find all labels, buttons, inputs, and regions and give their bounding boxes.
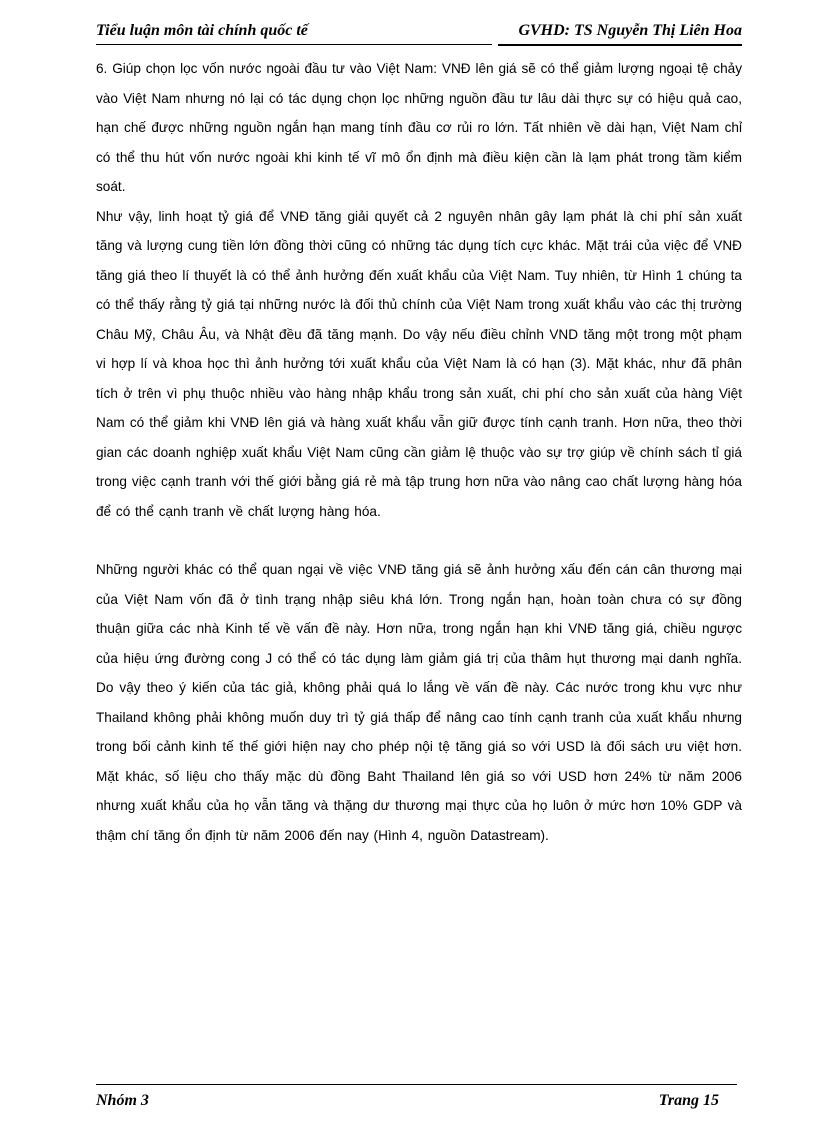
paragraph-trade-balance: Những người khác có thể quan ngại về việc VNĐ tăng giá sẽ ảnh hưởng xấu đến cán cân thương mại của Việt Nam vốn đã ở tình trạng nhập siêu khá lớn. Trong ngắn hạn, hoàn toàn chưa có sự đồng thuận giữa các nhà Kinh tế về vấn đề này. Hơn nữa, trong ngắn hạn khi VNĐ tăng giá, chiều ngược của hiệu ứng đường cong J có thể có tác dụng làm giảm giá trị của thâm hụt thương mại danh nghĩa. Do vậy theo ý kiến của tác giả, không phải quá lo lắng về vấn đề này. Các nước trong khu vực như Thailand không phải không muốn duy trì tỷ giá thấp để nâng cao tính cạnh tranh của xuất khẩu nhưng trong bối cảnh kinh tế thế giới hiện nay cho phép nội tệ tăng giá so với USD là đối sách ưu việt hơn. Mặt khác, số liệu cho thấy mặc dù đồng Baht Thailand lên giá so với USD hơn 24% từ năm 2006 nhưng xuất khẩu của họ vẫn tăng và thặng dư thương mại thực của họ luôn ở mức hơn 10% GDP và thậm chí tăng ổn định từ năm 2006 đến nay (Hình 4, nguồn Datastream). — [96, 562, 742, 843]
page-body — [96, 54, 742, 850]
header-divider-right — [498, 44, 742, 46]
footer-divider — [96, 1084, 737, 1085]
header-instructor: GVHD: TS Nguyễn Thị Liên Hoa — [518, 22, 742, 39]
footer-group: Nhóm 3 — [96, 1092, 149, 1109]
paragraph-exchange-rate: Như vậy, linh hoạt tỷ giá để VNĐ tăng giải quyết cả 2 nguyên nhân gây lạm phát là chi phí sản xuất tăng và lượng cung tiền lớn đồng thời cũng có những tác dụng tích cực khác. Mặt trái của việc để VNĐ tăng giá theo lí thuyết là có thể ảnh hưởng đến xuất khẩu của Việt Nam. Tuy nhiên, từ Hình 1 chúng ta có thể thấy rằng tỷ giá tại những nước là đối thủ chính của Việt Nam trong xuất khẩu vào các thị trường Châu Mỹ, Châu Âu, và Nhật đều đã tăng mạnh. Do vậy nếu điều chỉnh VND tăng một trong một phạm vi hợp lí và khoa học thì ảnh hưởng tới xuất khẩu của Việt Nam là có hạn (3). Mặt khác, như đã phân tích ở trên vì phụ thuộc nhiều vào hàng nhập khẩu trong sản xuất, chi phí cho sản xuất của hàng Việt Nam có thể giảm khi VNĐ lên giá và hàng xuất khẩu vẫn giữ được tính cạnh tranh. Hơn nữa, theo thời gian các doanh nghiệp xuất khẩu Việt Nam cũng cần giảm lệ thuộc vào sự trợ giúp về chính sách tỉ giá trong việc cạnh tranh với thế giới bằng giá rẻ mà tập trung hơn nữa vào nâng cao chất lượng hàng hóa để có thể cạnh tranh về chất lượng hàng hóa. — [96, 208, 742, 519]
page-footer — [96, 1084, 737, 1114]
header-course-title: Tiểu luận môn tài chính quốc tế — [96, 22, 308, 39]
page-header — [96, 16, 742, 46]
paragraph-spacer — [96, 526, 742, 555]
footer-page-number: Trang 15 — [658, 1092, 719, 1109]
paragraph-point-6: 6. Giúp chọn lọc vốn nước ngoài đầu tư vào Việt Nam: VNĐ lên giá sẽ có thể giảm lượng ngoại tệ chảy vào Việt Nam nhưng nó lại có tác dụng chọn lọc những nguồn đầu tư lâu dài thực sự có hiệu quả cao, hạn chế được những nguồn ngắn hạn mang tính đầu cơ rủi ro lớn. Tất nhiên về dài hạn, Việt Nam chỉ có thể thu hút vốn nước ngoài khi kinh tế vĩ mô ổn định mà điều kiện cần là lạm phát trong tầm kiểm soát. — [96, 61, 742, 194]
header-divider-left — [96, 44, 492, 45]
